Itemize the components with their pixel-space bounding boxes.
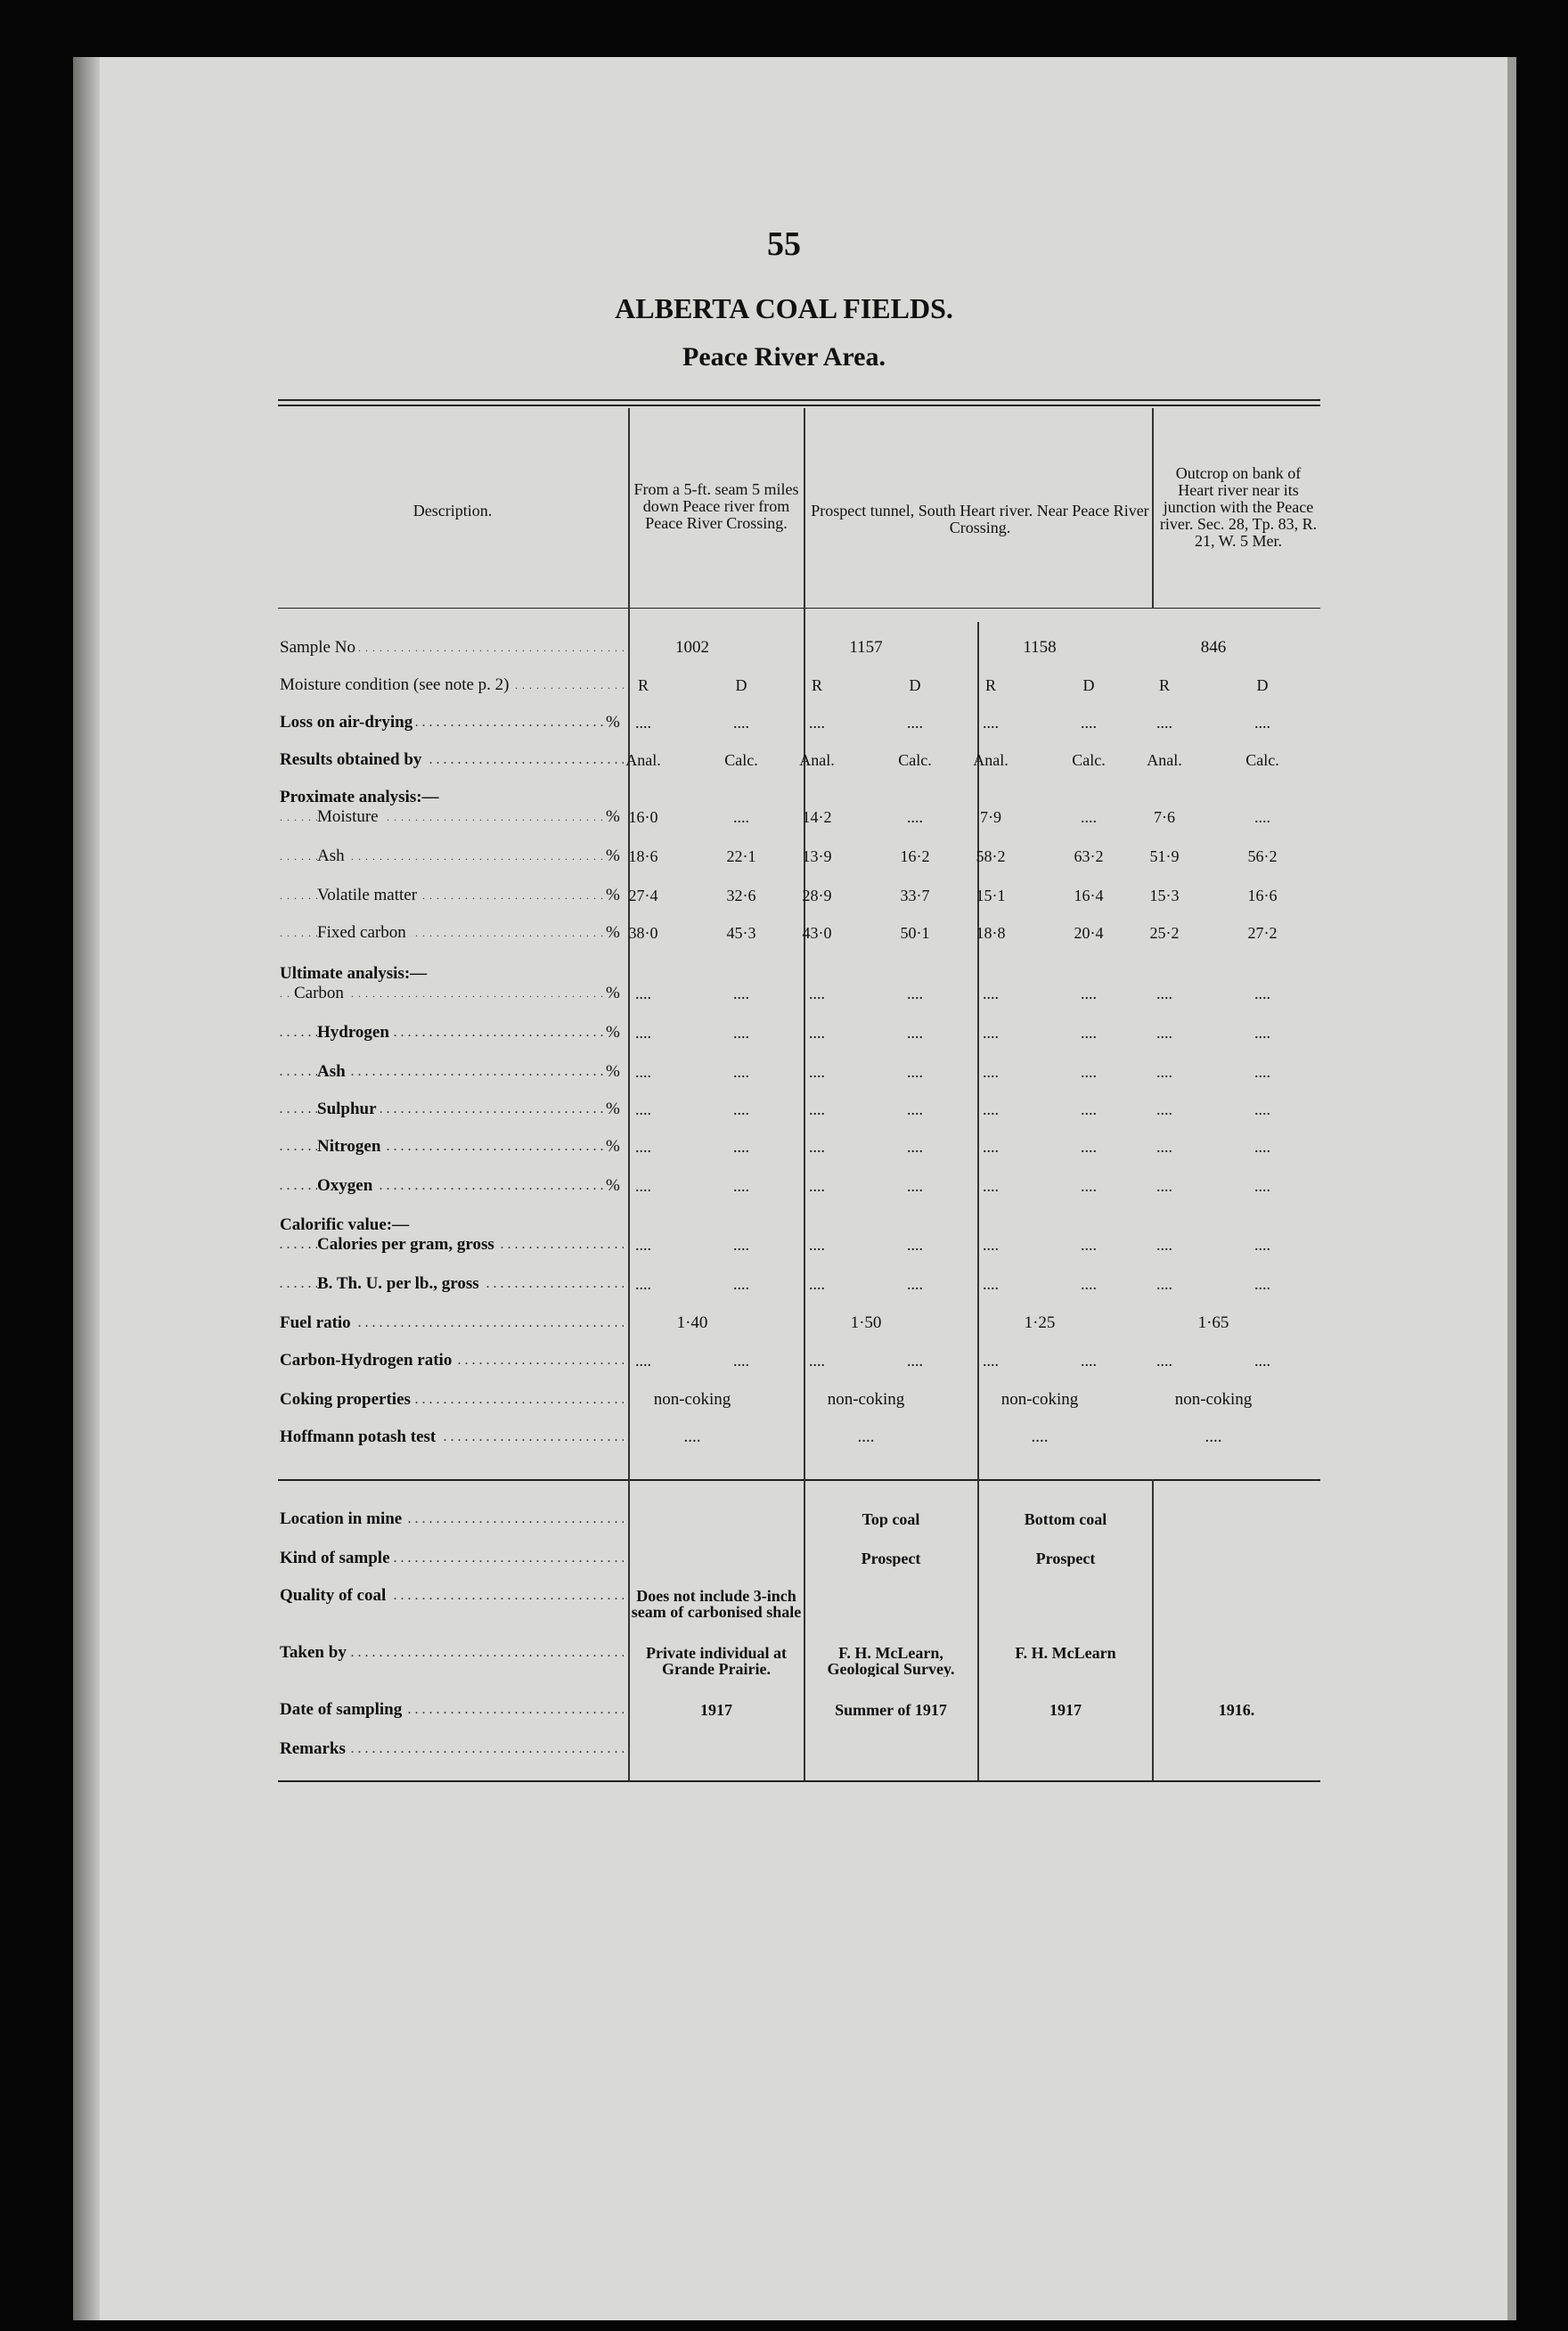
- bottom-label-text: Location in mine: [280, 1509, 405, 1528]
- row-label-text: Oxygen: [317, 1176, 376, 1195]
- row-label-text: Results obtained by: [280, 750, 425, 769]
- value-cell: ....: [733, 1177, 749, 1195]
- page-subtitle: Peace River Area.: [682, 342, 886, 372]
- value-cell: Calc.: [724, 751, 758, 769]
- row-label-ash: [280, 847, 624, 866]
- row-label-text: Hoffmann potash test: [280, 1427, 439, 1446]
- row-unit: %: [606, 1137, 625, 1157]
- row-label-text: Hydrogen: [317, 1023, 393, 1042]
- value-cell: ....: [983, 1100, 999, 1118]
- row-label-text: Loss on air-drying: [280, 713, 416, 732]
- row-label-moisture_condition: [280, 675, 624, 695]
- row-label-results: [280, 750, 624, 770]
- value-cell: 63·2: [1074, 847, 1104, 865]
- value-cell: 1·50: [850, 1313, 882, 1332]
- value-cell: ....: [733, 714, 749, 732]
- row-label-text: Moisture condition (see note p. 2): [280, 675, 513, 694]
- value-cell: non-coking: [653, 1390, 731, 1409]
- value-cell: ....: [1254, 1138, 1270, 1156]
- value-cell: 56·2: [1247, 847, 1278, 865]
- value-cell: ....: [635, 1024, 651, 1042]
- value-cell: ....: [1254, 1063, 1270, 1081]
- value-cell: ....: [1156, 1138, 1172, 1156]
- value-cell: ....: [733, 1024, 749, 1042]
- value-cell: ....: [635, 1100, 651, 1118]
- col-divider-3: [977, 622, 979, 1780]
- value-cell: ....: [1081, 1024, 1097, 1042]
- value-cell: 27·2: [1247, 924, 1278, 942]
- value-cell: ....: [733, 1275, 749, 1293]
- value-cell: ....: [1156, 714, 1172, 732]
- value-cell: non-coking: [827, 1390, 905, 1409]
- value-cell: ....: [1254, 808, 1270, 826]
- bottom-label-remarks: [280, 1739, 624, 1759]
- value-cell: 16·6: [1247, 887, 1278, 904]
- bottom-label-location: [280, 1509, 624, 1529]
- value-cell: ....: [1156, 1024, 1172, 1042]
- bottom-label-text: Kind of sample: [280, 1549, 394, 1567]
- value-cell: 22·1: [726, 847, 756, 865]
- bottom-label-kind: [280, 1549, 624, 1568]
- row-label-volatile: [280, 886, 624, 905]
- section-heading: Proximate analysis:—: [280, 788, 439, 806]
- value-cell: 16·2: [900, 847, 930, 865]
- value-cell: ....: [1081, 1177, 1097, 1195]
- bottom-label-text: Date of sampling: [280, 1700, 405, 1719]
- row-label-text: Volatile matter: [317, 886, 421, 904]
- bottom-cell: F. H. McLearn, Geological Survey.: [827, 1645, 955, 1677]
- value-cell: ....: [809, 714, 825, 732]
- value-cell: 20·4: [1074, 924, 1104, 942]
- value-cell: ....: [635, 1138, 651, 1156]
- value-cell: 1·25: [1024, 1313, 1056, 1332]
- header-sample-a: From a 5-ft. seam 5 miles down Peace river from Peace River Crossing.: [633, 480, 799, 532]
- value-cell: 18·6: [628, 847, 658, 865]
- value-cell: Anal.: [625, 751, 661, 769]
- row-label-text: Sample No: [280, 638, 359, 657]
- value-cell: ....: [1254, 985, 1270, 1002]
- row-label-text: Sulphur: [317, 1100, 380, 1118]
- row-label-u_oxygen: [280, 1176, 624, 1196]
- value-cell: ....: [1156, 1236, 1172, 1254]
- bottom-cell: Prospect: [861, 1550, 921, 1566]
- value-cell: ....: [635, 1063, 651, 1081]
- value-cell: ....: [907, 714, 923, 732]
- row-label-text: Nitrogen: [317, 1137, 384, 1156]
- page-number: 55: [767, 225, 801, 263]
- value-cell: 45·3: [726, 924, 756, 942]
- row-unit: %: [606, 1100, 625, 1119]
- row-label-text: Fixed carbon: [317, 923, 410, 942]
- value-cell: ....: [983, 714, 999, 732]
- value-cell: ....: [635, 1236, 651, 1254]
- value-cell: 25·2: [1149, 924, 1180, 942]
- value-cell: ....: [1254, 1024, 1270, 1042]
- value-cell: 33·7: [900, 887, 930, 904]
- header-prospect: Prospect tunnel, South Heart river. Near Peace River Crossing.: [811, 502, 1149, 536]
- table-top-rule-2: [278, 405, 1320, 406]
- value-cell: 38·0: [628, 924, 658, 942]
- value-cell: ....: [733, 808, 749, 826]
- value-cell: ....: [1254, 1275, 1270, 1293]
- value-cell: ....: [1031, 1427, 1049, 1446]
- value-cell: ....: [1081, 714, 1097, 732]
- value-cell: ....: [809, 1100, 825, 1118]
- header-bottom-rule: [278, 608, 1320, 609]
- value-cell: R: [984, 676, 996, 694]
- row-label-hoffmann: [280, 1427, 624, 1447]
- value-cell: 7·9: [980, 808, 1001, 826]
- value-cell: 1158: [1023, 638, 1057, 657]
- bottom-label-text: Quality of coal: [280, 1586, 389, 1605]
- value-cell: 50·1: [900, 924, 930, 942]
- value-cell: D: [1082, 676, 1095, 694]
- value-cell: ....: [1254, 1100, 1270, 1118]
- page-binding-shadow: [73, 57, 100, 2320]
- value-cell: ....: [809, 1236, 825, 1254]
- value-cell: ....: [733, 1236, 749, 1254]
- section-heading: Ultimate analysis:—: [280, 964, 428, 983]
- value-cell: ....: [1081, 1063, 1097, 1081]
- row-label-calories: [280, 1235, 624, 1255]
- value-cell: 15·1: [976, 887, 1006, 904]
- page-title: ALBERTA COAL FIELDS.: [615, 292, 953, 324]
- row-label-text: Fuel ratio: [280, 1313, 355, 1332]
- row-label-ch_ratio: [280, 1351, 624, 1370]
- value-cell: ....: [733, 1352, 749, 1370]
- value-cell: ....: [635, 985, 651, 1002]
- row-label-text: Carbon: [294, 984, 347, 1002]
- value-cell: ....: [1156, 1275, 1172, 1293]
- value-cell: ....: [733, 1100, 749, 1118]
- bottom-cell: Bottom coal: [1024, 1511, 1107, 1527]
- value-cell: R: [1158, 676, 1170, 694]
- row-label-fuel_ratio: [280, 1313, 624, 1333]
- value-cell: ....: [809, 1275, 825, 1293]
- value-cell: ....: [907, 1236, 923, 1254]
- value-cell: ....: [1081, 1236, 1097, 1254]
- value-cell: ....: [983, 1275, 999, 1293]
- value-cell: ....: [983, 985, 999, 1002]
- row-label-text: Carbon-Hydrogen ratio: [280, 1351, 455, 1370]
- row-label-text: Ash: [317, 847, 348, 865]
- row-label-text: Ash: [317, 1062, 349, 1081]
- row-unit: %: [606, 847, 625, 866]
- table-bottom-rule: [278, 1780, 1320, 1782]
- value-cell: 1157: [849, 638, 883, 657]
- bottom-cell: 1917: [1049, 1702, 1082, 1718]
- col-divider-2: [804, 408, 805, 1780]
- value-cell: ....: [907, 1352, 923, 1370]
- bottom-label-date: [280, 1700, 624, 1720]
- value-cell: 16·0: [628, 808, 658, 826]
- value-cell: ....: [1081, 1352, 1097, 1370]
- value-cell: ....: [1081, 1275, 1097, 1293]
- value-cell: Anal.: [1147, 751, 1182, 769]
- value-cell: ....: [857, 1427, 875, 1446]
- value-cell: ....: [733, 1063, 749, 1081]
- value-cell: non-coking: [1000, 1390, 1079, 1409]
- value-cell: 1·40: [676, 1313, 708, 1332]
- value-cell: ....: [809, 1063, 825, 1081]
- bottom-label-text: Taken by: [280, 1643, 350, 1662]
- bottom-label-taken_by: [280, 1643, 624, 1663]
- col-divider-1: [628, 408, 630, 1780]
- bottom-cell: Top coal: [862, 1511, 920, 1527]
- value-cell: Anal.: [799, 751, 835, 769]
- value-cell: ....: [983, 1177, 999, 1195]
- value-cell: ....: [635, 714, 651, 732]
- bottom-label-quality: [280, 1586, 624, 1606]
- row-label-btu: [280, 1274, 624, 1294]
- value-cell: 51·9: [1149, 847, 1180, 865]
- row-label-u_carbon: [280, 984, 624, 1003]
- value-cell: 32·6: [726, 887, 756, 904]
- table-top-rule: [278, 399, 1320, 401]
- value-cell: ....: [1081, 808, 1097, 826]
- value-cell: ....: [907, 808, 923, 826]
- value-cell: ....: [907, 1024, 923, 1042]
- value-cell: Anal.: [973, 751, 1009, 769]
- value-cell: ....: [1254, 1236, 1270, 1254]
- value-cell: ....: [1156, 985, 1172, 1002]
- value-cell: ....: [1156, 1177, 1172, 1195]
- value-cell: ....: [907, 1138, 923, 1156]
- value-cell: ....: [1081, 1138, 1097, 1156]
- value-cell: Calc.: [1072, 751, 1106, 769]
- row-label-loss: [280, 713, 624, 732]
- value-cell: 16·4: [1074, 887, 1104, 904]
- value-cell: 43·0: [802, 924, 832, 942]
- value-cell: ....: [635, 1177, 651, 1195]
- value-cell: ....: [1081, 1100, 1097, 1118]
- section-rule: [278, 1479, 1320, 1481]
- row-label-text: Moisture: [317, 807, 382, 826]
- bottom-cell: Summer of 1917: [835, 1702, 947, 1718]
- value-cell: ....: [1156, 1100, 1172, 1118]
- value-cell: ....: [1156, 1352, 1172, 1370]
- row-unit: %: [606, 1023, 625, 1043]
- section-heading: Calorific value:—: [280, 1215, 410, 1234]
- header-outcrop: Outcrop on bank of Heart river near its junction with the Peace river. Sec. 28, Tp. 83, R. 21, W. 5 Mer.: [1159, 464, 1318, 550]
- col-divider-4b: [1152, 1479, 1154, 1780]
- row-unit: %: [606, 923, 625, 943]
- bottom-cell: Prospect: [1035, 1550, 1096, 1566]
- value-cell: ....: [983, 1352, 999, 1370]
- value-cell: 15·3: [1149, 887, 1180, 904]
- row-label-text: Calories per gram, gross: [317, 1235, 498, 1254]
- value-cell: ....: [1254, 1177, 1270, 1195]
- row-unit: %: [606, 1062, 625, 1082]
- row-unit: %: [606, 984, 625, 1003]
- bottom-label-text: Remarks: [280, 1739, 349, 1758]
- value-cell: ....: [809, 1352, 825, 1370]
- value-cell: 1·65: [1197, 1313, 1229, 1332]
- value-cell: ....: [635, 1275, 651, 1293]
- row-label-u_sulphur: [280, 1100, 624, 1119]
- value-cell: 18·8: [976, 924, 1006, 942]
- value-cell: Calc.: [1245, 751, 1279, 769]
- value-cell: D: [735, 676, 747, 694]
- value-cell: ....: [1254, 714, 1270, 732]
- value-cell: ....: [983, 1138, 999, 1156]
- value-cell: ....: [1254, 1352, 1270, 1370]
- value-cell: ....: [809, 985, 825, 1002]
- row-label-coking: [280, 1390, 624, 1410]
- value-cell: 58·2: [976, 847, 1006, 865]
- value-cell: R: [811, 676, 822, 694]
- value-cell: ....: [907, 1177, 923, 1195]
- bottom-cell: 1916.: [1218, 1702, 1255, 1718]
- row-label-text: Coking properties: [280, 1390, 414, 1409]
- value-cell: ....: [983, 1024, 999, 1042]
- header-description: Description.: [412, 502, 493, 519]
- row-unit: %: [606, 886, 625, 905]
- row-unit: %: [606, 807, 625, 827]
- bottom-cell: Private individual at Grande Prairie.: [645, 1645, 787, 1677]
- value-cell: D: [909, 676, 921, 694]
- value-cell: ....: [683, 1427, 701, 1446]
- row-label-u_nitrogen: [280, 1137, 624, 1157]
- value-cell: non-coking: [1174, 1390, 1253, 1409]
- value-cell: 27·4: [628, 887, 658, 904]
- bottom-cell: F. H. McLearn: [1015, 1645, 1116, 1661]
- value-cell: ....: [907, 1063, 923, 1081]
- bottom-cell: 1917: [700, 1702, 732, 1718]
- row-label-sample_no: [280, 638, 624, 658]
- value-cell: ....: [907, 1100, 923, 1118]
- value-cell: 13·9: [802, 847, 832, 865]
- value-cell: ....: [907, 985, 923, 1002]
- value-cell: ....: [635, 1352, 651, 1370]
- value-cell: 14·2: [802, 808, 832, 826]
- value-cell: D: [1256, 676, 1269, 694]
- value-cell: ....: [1081, 985, 1097, 1002]
- value-cell: ....: [809, 1024, 825, 1042]
- value-cell: ....: [1156, 1063, 1172, 1081]
- bottom-cell: Does not include 3-inch seam of carbonised shale: [631, 1588, 802, 1620]
- value-cell: 846: [1200, 638, 1227, 657]
- value-cell: 7·6: [1154, 808, 1175, 826]
- row-label-fixed_carbon: [280, 923, 624, 943]
- value-cell: R: [637, 676, 649, 694]
- value-cell: 1002: [675, 638, 709, 657]
- value-cell: ....: [983, 1236, 999, 1254]
- row-label-u_ash: [280, 1062, 624, 1082]
- value-cell: ....: [907, 1275, 923, 1293]
- row-label-moisture: [280, 807, 624, 827]
- value-cell: ....: [809, 1138, 825, 1156]
- col-divider-4: [1152, 408, 1154, 608]
- value-cell: ....: [1205, 1427, 1222, 1446]
- row-label-text: B. Th. U. per lb., gross: [317, 1274, 483, 1293]
- row-unit: %: [606, 713, 625, 732]
- page-right-edge: [1507, 57, 1516, 2320]
- value-cell: Calc.: [898, 751, 932, 769]
- row-unit: %: [606, 1176, 625, 1196]
- value-cell: ....: [733, 985, 749, 1002]
- row-label-u_hydrogen: [280, 1023, 624, 1043]
- value-cell: 28·9: [802, 887, 832, 904]
- value-cell: ....: [733, 1138, 749, 1156]
- value-cell: ....: [983, 1063, 999, 1081]
- value-cell: ....: [809, 1177, 825, 1195]
